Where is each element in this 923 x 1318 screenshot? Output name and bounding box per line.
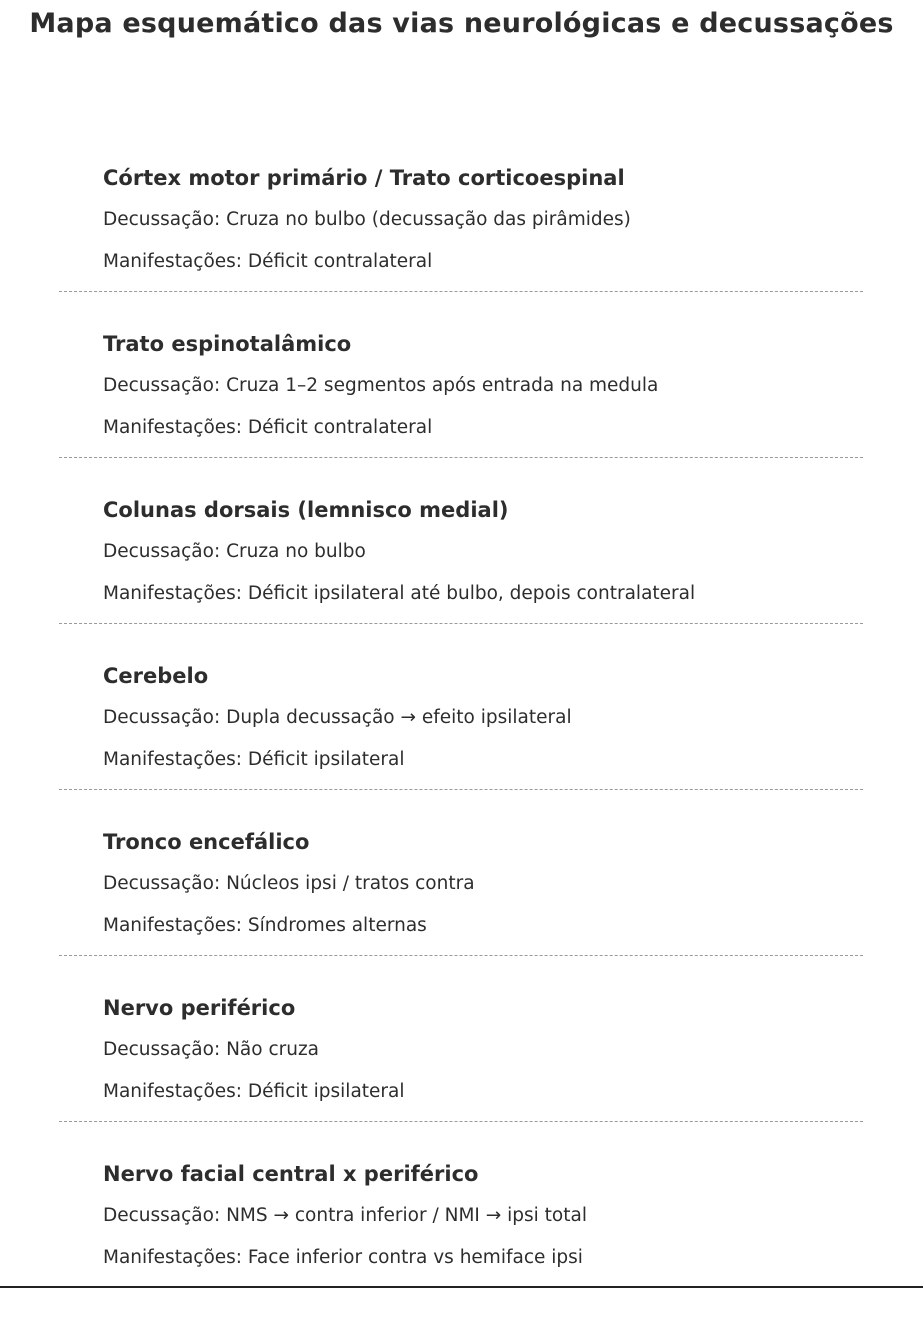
decussation-line [103, 541, 366, 562]
decussation-value: Cruza no bulbo (decussação das pirâmides) [226, 209, 631, 230]
manifestation-label: Manifestações: [103, 417, 248, 438]
manifestation-line [103, 251, 432, 272]
manifestation-line [103, 583, 695, 604]
pathway-entry [0, 488, 923, 654]
manifestation-label: Manifestações: [103, 251, 248, 272]
manifestation-value: Déficit ipsilateral até bulbo, depois contralateral [247, 583, 696, 604]
pathway-list [0, 156, 923, 1318]
manifestation-value: Déficit ipsilateral [247, 1081, 405, 1102]
decussation-line [103, 1039, 319, 1060]
divider [59, 1121, 863, 1122]
decussation-label: Decussação: [103, 375, 227, 396]
decussation-line [103, 707, 572, 728]
decussation-value: Dupla decussação → efeito ipsilateral [226, 707, 572, 728]
pathway-title: Tronco encefálico [103, 830, 310, 854]
manifestation-label: Manifestações: [103, 1081, 248, 1102]
pathway-entry [0, 986, 923, 1152]
manifestation-value: Face inferior contra vs hemiface ipsi [247, 1247, 583, 1268]
decussation-label: Decussação: [103, 873, 227, 894]
manifestation-value: Déficit ipsilateral [247, 749, 405, 770]
decussation-label: Decussação: [103, 1205, 227, 1226]
pathway-title: Trato espinotalâmico [103, 332, 352, 356]
divider [59, 789, 863, 790]
decussation-value: Núcleos ipsi / tratos contra [226, 873, 475, 894]
divider [59, 291, 863, 292]
manifestation-line [103, 915, 427, 936]
decussation-line [103, 1205, 587, 1226]
divider [59, 457, 863, 458]
manifestation-line [103, 1081, 405, 1102]
pathway-title: Córtex motor primário / Trato corticoespinal [103, 166, 625, 190]
pathway-entry [0, 322, 923, 488]
decussation-line [103, 209, 631, 230]
pathway-title: Nervo periférico [103, 996, 296, 1020]
pathway-title: Nervo facial central x periférico [103, 1162, 479, 1186]
decussation-value: NMS → contra inferior / NMI → ipsi total [226, 1205, 587, 1226]
manifestation-value: Déficit contralateral [247, 251, 433, 272]
decussation-label: Decussação: [103, 209, 227, 230]
decussation-line [103, 375, 658, 396]
pathway-entry [0, 820, 923, 986]
manifestation-line [103, 417, 432, 438]
pathway-title: Cerebelo [103, 664, 209, 688]
pathway-entry [0, 654, 923, 820]
manifestation-label: Manifestações: [103, 583, 248, 604]
manifestation-label: Manifestações: [103, 915, 248, 936]
pathway-title: Colunas dorsais (lemnisco medial) [103, 498, 509, 522]
decussation-label: Decussação: [103, 541, 227, 562]
decussation-label: Decussação: [103, 707, 227, 728]
decussation-value: Não cruza [226, 1039, 320, 1060]
manifestation-value: Déficit contralateral [247, 417, 433, 438]
manifestation-value: Síndromes alternas [247, 915, 427, 936]
pathway-entry [0, 156, 923, 322]
decussation-label: Decussação: [103, 1039, 227, 1060]
manifestation-label: Manifestações: [103, 749, 248, 770]
decussation-line [103, 873, 475, 894]
pathway-entry [0, 1152, 923, 1318]
decussation-value: Cruza 1–2 segmentos após entrada na medula [226, 375, 659, 396]
manifestation-label: Manifestações: [103, 1247, 248, 1268]
manifestation-line [103, 1247, 583, 1268]
page-title: Mapa esquemático das vias neurológicas e decussações [29, 8, 894, 39]
decussation-value: Cruza no bulbo [226, 541, 366, 562]
manifestation-line [103, 749, 405, 770]
divider [59, 623, 863, 624]
divider [59, 955, 863, 956]
